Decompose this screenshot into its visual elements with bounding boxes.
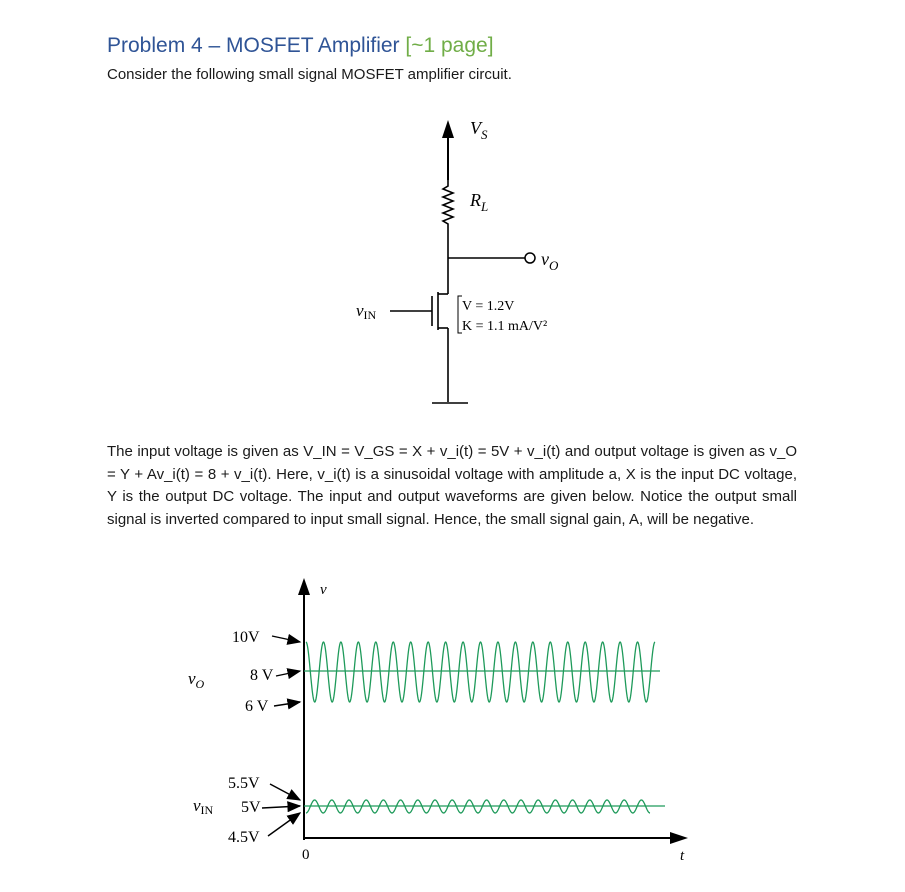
y-axis-label: v <box>320 582 327 598</box>
page-length-hint: [~1 page] <box>405 34 494 57</box>
input-series-label: vIN <box>193 796 214 817</box>
output-min-label: 6 V <box>245 698 269 715</box>
input-max-label: 5.5V <box>228 775 260 792</box>
output-max-pointer <box>272 636 300 642</box>
input-dc-pointer <box>262 806 300 808</box>
problem-title-text: Problem 4 – MOSFET Amplifier <box>107 34 400 57</box>
intro-text: Consider the following small signal MOSFET amplifier circuit. <box>107 66 512 83</box>
gate-input-label: vIN <box>356 301 377 322</box>
output-dc-pointer <box>276 671 300 676</box>
output-series-label: $v_O$ <box>188 669 205 691</box>
output-dc-label: 8 V <box>250 667 274 684</box>
input-max-pointer <box>270 784 300 800</box>
resistor-label: $R_L$ <box>470 190 489 214</box>
input-dc-label: 5V <box>241 799 261 816</box>
x-axis-arrowhead <box>670 832 688 844</box>
output-max-label: 10V <box>232 629 260 646</box>
input-min-label: 4.5V <box>228 829 260 846</box>
output-waveform-line <box>306 642 655 702</box>
output-min-pointer <box>274 702 300 706</box>
output-label: $v_O$ <box>541 249 559 273</box>
problem-description: The input voltage is given as V_IN = V_GS = X + v_i(t) = 5V + v_i(t) and output voltage is given as v_O = Y + Av_i(t) = 8 + v_i(t). Here, v_i(t) is a sinusoidal voltage with amplitude a, X is the input DC voltage, Y is the output DC voltage. The input and output waveforms are given below. Notice the output small signal is inverted compared to input small signal. Hence, the small signal gain, A, will be negative. <box>107 443 797 528</box>
y-axis-arrowhead <box>298 578 310 595</box>
k-parameter-spec: K = 1.1 mA/V² <box>462 319 548 334</box>
origin-label: 0 <box>302 847 310 863</box>
output-waveform-series <box>306 642 655 702</box>
x-axis-label: t <box>680 848 685 864</box>
threshold-voltage-spec: V = 1.2V <box>462 299 515 314</box>
supply-label: $V_S$ <box>470 118 488 142</box>
input-min-pointer <box>268 813 300 836</box>
